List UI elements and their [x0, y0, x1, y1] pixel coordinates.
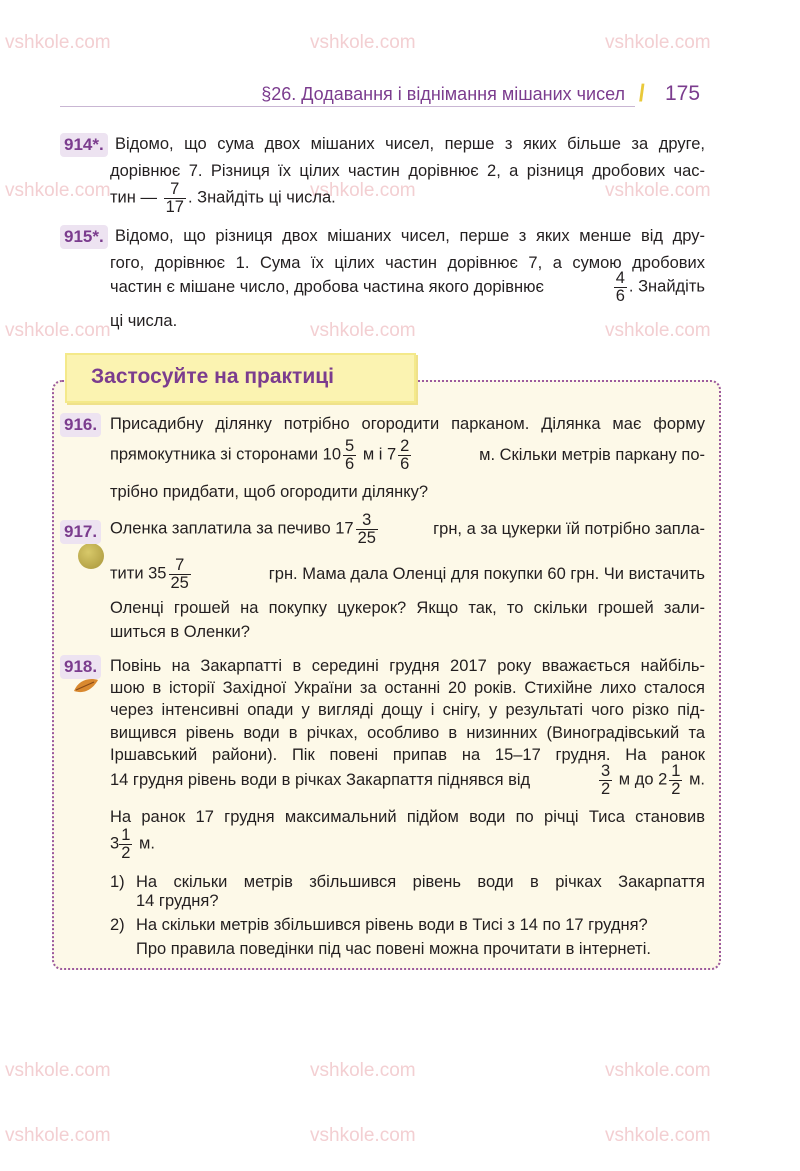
fraction-denominator: 2: [121, 843, 131, 862]
fraction-numerator: 2: [400, 437, 410, 455]
fraction: [599, 763, 612, 797]
watermark: vshkole.com: [605, 1125, 711, 1146]
problem-number: 917.: [60, 520, 101, 544]
problem-915: [60, 225, 705, 335]
question-number: 1): [110, 873, 125, 891]
header-rule: [60, 106, 635, 107]
fraction-denominator: 25: [170, 573, 189, 592]
watermark: vshkole.com: [5, 1125, 111, 1146]
fraction-denominator: 2: [671, 779, 681, 798]
watermark: vshkole.com: [310, 320, 416, 341]
text-fragment: тити 35: [110, 564, 167, 583]
fraction: [614, 270, 627, 304]
fraction: [356, 512, 378, 546]
watermark: vshkole.com: [310, 1125, 416, 1146]
problem-914: [60, 133, 705, 216]
fraction: [398, 438, 411, 472]
fraction-denominator: 6: [345, 454, 355, 473]
text-fragment: частин є мішане число, дробова частина якого дорівнює: [110, 277, 544, 296]
fraction: [343, 438, 356, 472]
fraction-denominator: 17: [165, 197, 184, 216]
watermark: vshkole.com: [605, 32, 711, 53]
text-fragment: 3: [110, 834, 120, 853]
text-line: [110, 512, 705, 546]
text-line: трібно придбати, щоб огородити ділянку?: [110, 483, 429, 501]
fraction: [669, 763, 682, 797]
fraction-numerator: 7: [170, 180, 180, 198]
fraction-denominator: 2: [601, 779, 611, 798]
problem-number: 916.: [60, 413, 101, 437]
watermark: vshkole.com: [605, 180, 711, 201]
fraction-numerator: 3: [362, 511, 372, 529]
text-fragment: м до 2: [618, 770, 668, 789]
text-fragment: . Знайдіть ці числа.: [187, 188, 336, 207]
text-line: Відомо, що сума двох мішаних чисел, перше з яких більше за друге,: [115, 135, 705, 153]
fraction-numerator: 5: [345, 437, 355, 455]
text-fragment: грн, а за цукерки їй потрібно запла-: [433, 519, 705, 538]
text-fragment: 14 грудня рівень води в річках Закарпаття піднявся від: [110, 770, 531, 789]
fraction: [164, 181, 186, 215]
fraction-numerator: 1: [121, 826, 131, 844]
text-fragment: Оленка заплатила за печиво 17: [110, 519, 354, 538]
problem-number: 914*.: [60, 133, 108, 157]
text-line: вищився рівень води в річках, особливо в низинних (Виноградівський та: [110, 724, 705, 742]
text-fragment: . Знайдіть: [628, 277, 705, 296]
fraction-denominator: 6: [615, 286, 625, 305]
problem-916: [60, 413, 705, 508]
watermark: vshkole.com: [605, 1060, 711, 1081]
fraction: [119, 827, 132, 861]
fraction-numerator: 3: [601, 762, 611, 780]
fraction-denominator: 6: [400, 454, 410, 473]
text-line: На скільки метрів збільшився рівень води в Тисі з 14 по 17 грудня?: [136, 916, 648, 934]
text-line: [110, 763, 705, 797]
text-line: На скільки метрів збільшився рівень води в річках Закарпаття: [136, 873, 705, 891]
text-line: 14 грудня?: [136, 892, 219, 910]
fraction-numerator: 1: [671, 762, 681, 780]
text-fragment: м. Скільки метрів паркану по-: [479, 445, 705, 464]
watermark: vshkole.com: [310, 180, 416, 201]
text-line: Повінь на Закарпатті в середині грудня 2017 року вважається найбіль-: [110, 657, 705, 675]
text-line: дорівнює 7. Різниця їх цілих частин дорівнює 2, а різниця дробових час-: [110, 162, 705, 180]
watermark: vshkole.com: [5, 320, 111, 341]
text-line: [110, 438, 705, 472]
text-line: гого, дорівнює 1. Сума їх цілих частин дорівнює 7, а сумою дробових: [110, 254, 705, 272]
text-line: [110, 181, 336, 215]
text-line: Оленці грошей на покупку цукерок? Якщо так, то скільки грошей зали-: [110, 599, 705, 617]
problem-number: 918.: [60, 655, 101, 679]
watermark: vshkole.com: [5, 180, 111, 201]
note-line: Про правила поведінки під час повені можна прочитати в інтернеті.: [136, 940, 651, 958]
text-line: На ранок 17 грудня максимальний підйом води по річці Тиса становив: [110, 808, 705, 826]
text-fragment: тин —: [110, 188, 157, 207]
text-fragment: прямокутника зі сторонами 10: [110, 445, 342, 464]
page-header: [0, 80, 800, 110]
problem-917: [60, 511, 705, 645]
text-line: [110, 557, 705, 591]
fraction-numerator: 7: [175, 556, 185, 574]
text-line: [110, 827, 155, 861]
text-line: Відомо, що різниця двох мішаних чисел, перше з яких менше від дру-: [115, 227, 705, 245]
section-title: §26. Додавання і віднімання мішаних чисел: [261, 84, 625, 104]
text-line: Іршавський райони). Пік повені припав на 15–17 грудня. На ранок: [110, 746, 705, 764]
watermark: vshkole.com: [5, 32, 111, 53]
text-fragment: грн. Мама дала Оленці для покупки 60 грн. Чи вистачить: [268, 564, 705, 583]
header-slash-decoration: \: [633, 80, 650, 107]
text-line: через інтенсивні опади у вигляді дощу і снігу, у результаті чого різко під-: [110, 701, 705, 719]
fraction-numerator: 4: [615, 269, 625, 287]
watermark: vshkole.com: [605, 320, 711, 341]
text-line: Присадибну ділянку потрібно огородити парканом. Ділянка має форму: [110, 415, 705, 433]
text-line: ці числа.: [110, 312, 178, 330]
text-line: шиться в Оленки?: [110, 623, 250, 641]
fraction-denominator: 25: [357, 528, 376, 547]
practice-banner: [65, 353, 416, 403]
text-fragment: м і 7: [362, 445, 397, 464]
page-number: 175: [665, 82, 701, 105]
watermark: vshkole.com: [310, 1060, 416, 1081]
text-line: шою в історії Західної України за останні 20 років. Стихійне лихо сталося: [110, 679, 705, 697]
practice-title: Застосуйте на практиці: [91, 365, 334, 388]
text-fragment: м.: [138, 834, 155, 853]
text-line: [110, 270, 705, 304]
question-number: 2): [110, 916, 125, 934]
problem-918: [60, 655, 705, 960]
problem-number: 915*.: [60, 225, 108, 249]
watermark: vshkole.com: [310, 32, 416, 53]
watermark: vshkole.com: [5, 1060, 111, 1081]
fraction: [169, 557, 191, 591]
text-fragment: м.: [689, 770, 705, 789]
